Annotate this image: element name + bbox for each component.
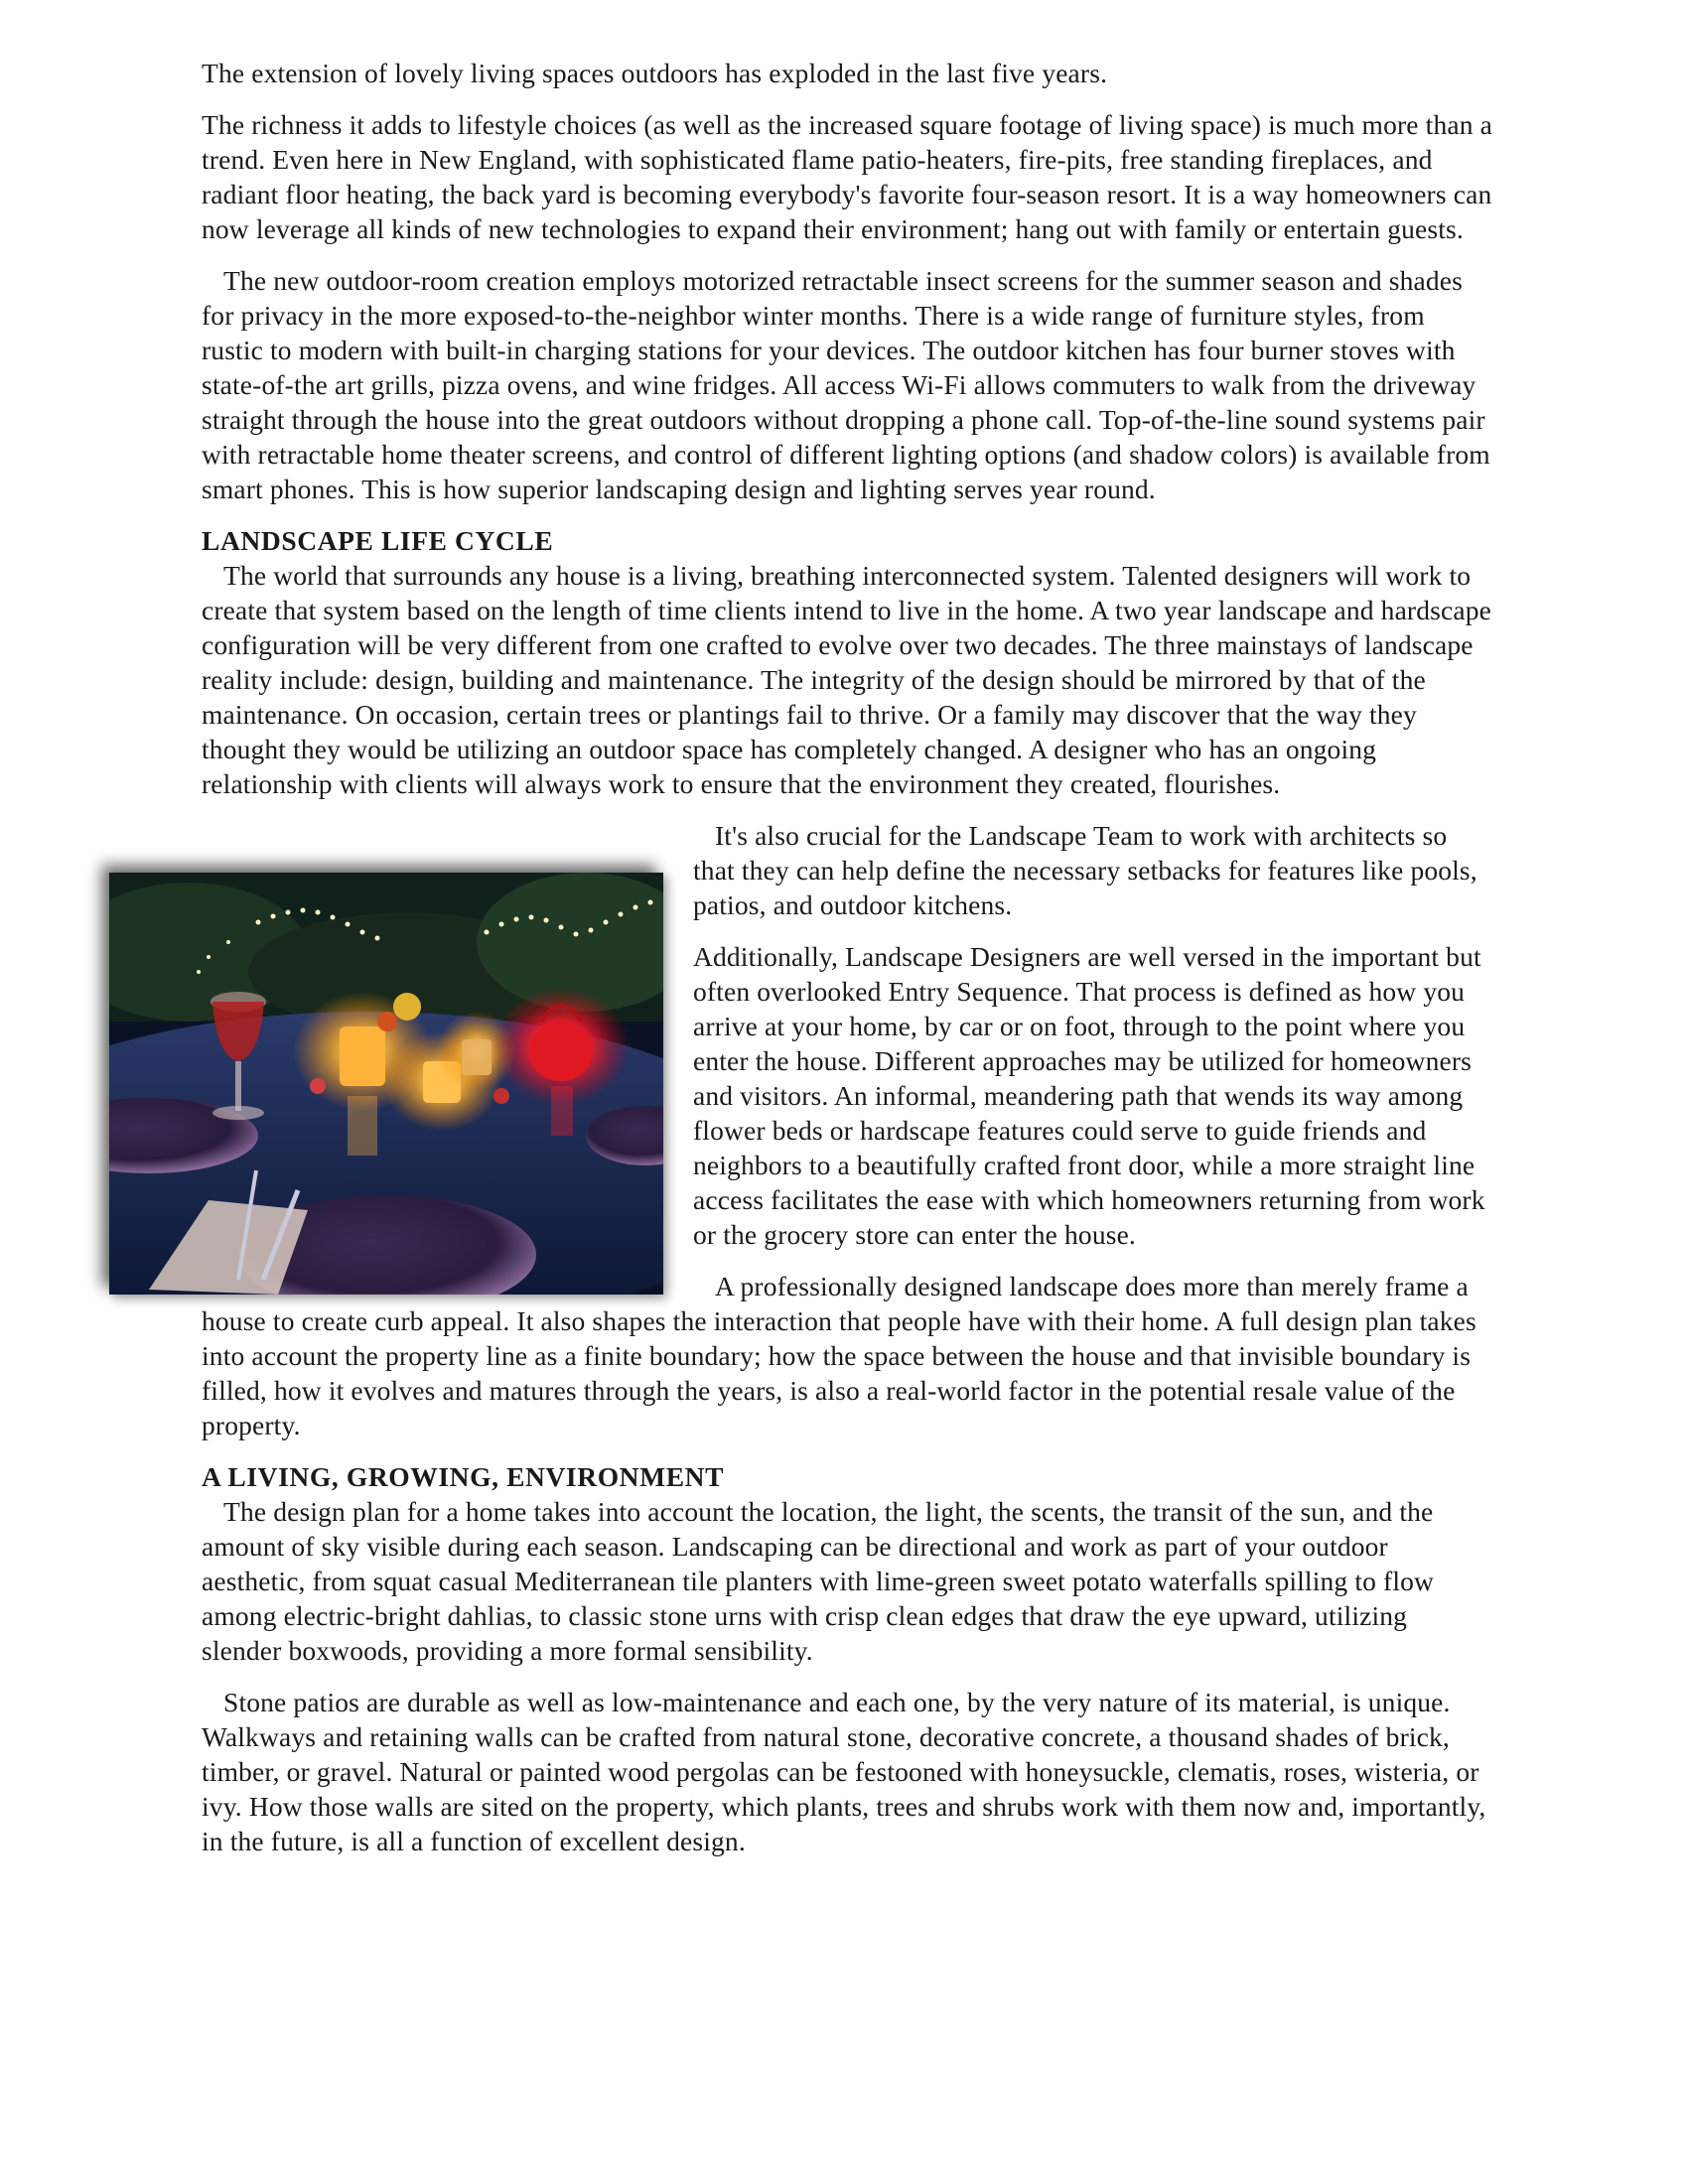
- section-heading-living-growing-environment: A LIVING, GROWING, ENVIRONMENT: [202, 1461, 725, 1492]
- intro-paragraph-1: The extension of lovely living spaces outdoors has exploded in the last five years.: [202, 58, 1108, 88]
- life-cycle-paragraph-1a: [202, 558, 1492, 801]
- intro-paragraph-3: The new outdoor-room creation employs motorized retractable insect screens for the summer season and shades for privacy in the more exposed-to-the-neighbor winter months. There is a wide range of furniture styles, from rustic to modern with built-in charging stations for your devices. The outdoor kitchen has four burner stoves with state-of-the art grills, pizza ovens, and wine fridges. All access Wi-Fi allows commuters to walk from the driveway straight through the house into the great outdoors without dropping a phone call. Top-of-the-line sound systems pair with retractable home theater screens, and control of different lighting options (and shadow colors) is available from smart phones. This is how superior landscaping design and lighting serves year round.: [202, 265, 1490, 504]
- article: [202, 56, 1492, 1875]
- environment-paragraph-1: The design plan for a home takes into account the location, the light, the scents, the transit of the sun, and the amount of sky visible during each season. Landscaping can be directional and work as part of your outdoor aesthetic, from squat casual Mediterranean tile planters with lime-green sweet potato waterfalls spilling to flow among electric-bright dahlias, to classic stone urns with crisp clean edges that draw the eye upward, utilizing slender boxwoods, providing a more formal sensibility.: [202, 1496, 1435, 1666]
- patio-table-candles-photo: [109, 873, 663, 1295]
- life-cycle-paragraph-4: A professionally designed landscape does more than merely frame a house to create curb appeal. It also shapes the interaction that people have with their home. A full design plan takes into account the property line as a finite boundary; how the space between the house and that invisible boundary is filled, how it evolves and matures through the years, is also a real-world factor in the potential resale value of the property.: [202, 1271, 1477, 1440]
- section-heading-landscape-life-cycle: LANDSCAPE LIFE CYCLE: [202, 525, 554, 556]
- intro-paragraph-2: The richness it adds to lifestyle choices (as well as the increased square footage of living space) is much more than a trend. Even here in New England, with sophisticated flame patio-heaters, fire-pits, free standing fireplaces, and radiant floor heating, the back yard is becoming everybody's favorite four-season resort. It is a way homeowners can now leverage all kinds of new technologies to expand their environment; hang out with family or entertain guests.: [202, 109, 1492, 244]
- environment-paragraph-2: Stone patios are durable as well as low-maintenance and each one, by the very nature of its material, is unique. Walkways and retaining walls can be crafted from natural stone, decorative concrete, a thousand shades of brick, timber, or gravel. Natural or painted wood pergolas can be festooned with honeysuckle, clematis, roses, wisteria, or ivy. How those walls are sited on the property, which plants, trees and shrubs work with them now and, importantly, in the future, is all a function of excellent design.: [202, 1687, 1486, 1856]
- life-cycle-paragraph-1-text: The world that surrounds any house is a living, breathing interconnected system. Talented designers will work to create that system based on the length of time clients intend to live in the home. A two year landscape and hardscape configuration will be very different from one crafted to evolve over two decades. The three mainstays of landscape reality include: design, building and maintenance. The integrity of the design should be mirrored by that of the maintenance. On occasion, certain trees or plantings fail to thrive. Or a family may discover that the way they thought they would be utilizing an outdoor space has completely changed. A designer who has an ongoing relationship with clients will always work to ensure that the environment they created, flourishes.: [202, 560, 1491, 799]
- life-cycle-paragraph-2: It's also crucial for the Landscape Team to work with architects so that they can help define the necessary setbacks for features like pools, patios, and outdoor kitchens.: [693, 820, 1477, 920]
- life-cycle-paragraph-3: Additionally, Landscape Designers are well versed in the important but often overlooked Entry Sequence. That process is defined as how you arrive at your home, by car or on foot, through to the point where you enter the house. Different approaches may be utilized for homeowners and visitors. An informal, meandering path that wends its way among flower beds or hardscape features could serve to guide friends and neighbors to a beautifully crafted front door, while a more straight line access facilitates the ease with which homeowners returning from work or the grocery store can enter the house.: [693, 941, 1485, 1250]
